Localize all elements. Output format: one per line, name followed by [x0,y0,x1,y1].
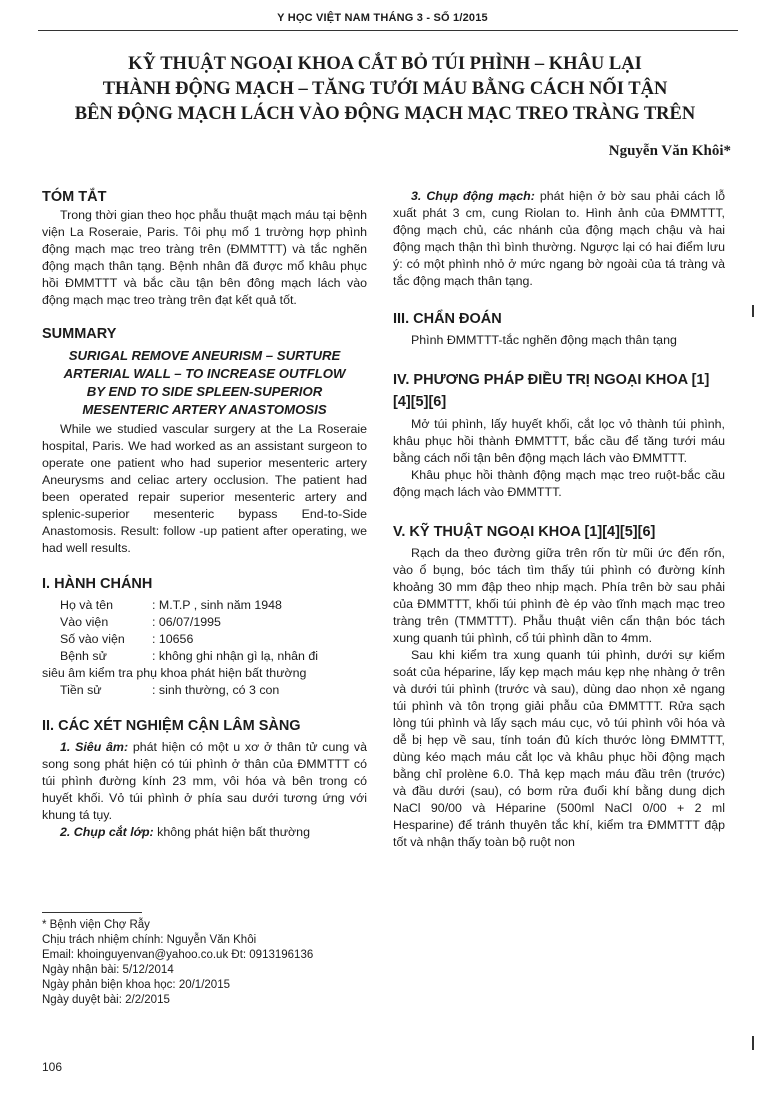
summary-title-line-3: BY END TO SIDE SPLEEN-SUPERIOR [86,384,323,399]
info-history-continued: siêu âm kiểm tra phụ khoa phát hiện bất thường [42,666,307,680]
info-row-past-history [42,682,367,699]
info-label: Số vào viện [60,632,125,646]
ultrasound-paragraph [42,739,367,824]
title-line-1: KỸ THUẬT NGOẠI KHOA CẮT BỎ TÚI PHÌNH – KHÂU LẠI [128,54,642,74]
abstract-heading: TÓM TẮT [42,189,107,205]
ct-label: 2. Chụp cắt lớp: [60,825,154,839]
footnotes [42,918,372,1008]
info-value: : không ghi nhận gì lạ, nhân đi [152,649,319,663]
footnote-corresponding: Chịu trách nhiệm chính: Nguyễn Văn Khôi [42,934,257,946]
diagnosis-text: Phình ĐMMTTT-tắc nghẽn động mạch thân tạng [411,333,677,347]
footnote-accepted: Ngày duyệt bài: 2/2/2015 [42,994,170,1006]
footnote-received: Ngày nhận bài: 5/12/2014 [42,964,174,976]
author: Nguyễn Văn Khôi* [608,143,731,159]
info-row-admission [42,614,367,631]
info-row-record-number [42,631,367,648]
info-value: : 10656 [152,632,194,646]
scan-edge-mark [752,305,754,317]
info-label: Bệnh sử [60,649,107,663]
page-number: 106 [42,1060,63,1074]
right-column [393,188,725,851]
angiography-paragraph [393,188,725,290]
info-value: : 06/07/1995 [152,615,221,629]
info-row-history [42,648,367,665]
title-line-3: BÊN ĐỘNG MẠCH LÁCH VÀO ĐỘNG MẠCH MẠC TREO TRÀNG TRÊN [74,104,696,124]
info-row-name [42,597,367,614]
footnote-reviewed: Ngày phản biện khoa học: 20/1/2015 [42,979,230,991]
footnote-contact: Email: khoinguyenvan@yahoo.co.uk Đt: 0913196136 [42,949,314,961]
ultrasound-text: phát hiện có một u xơ ở thân tử cung và song song phát hiện có túi phình ở thân của ĐMMTTT có túi phình đường kính 23 mm, vôi hóa và bên trong có huyết khối. Vỏ túi phình ở phía sau dưới tương ứng với khung tá tụy. [42,740,368,822]
info-label: Tiền sử [60,683,102,697]
treatment-paragraph-1: Mở túi phình, lấy huyết khối, cắt lọc vỏ thành túi phình, khâu phục hồi thành ĐMMTTT, bắc cầu để tăng tưới máu bằng cách nối tận bên động mạch lách vào ĐMMTTT. [393,417,725,465]
summary-heading: SUMMARY [42,326,117,342]
footnote-affiliation: * Bệnh viện Chợ Rẫy [42,919,150,931]
angiography-text: phát hiện ở bờ sau phải cách lỗ xuất phát 3 cm, cung Riolan to. Hình ảnh của ĐMMTTT, động mạch chủ, các nhánh của động mạch chậu và hai động mạch thận thì bình thường. Ngược lại có hai điểm lưu ý: có một phình nhỏ ở mức ngang bờ ngoài của tá tràng và tắc động mạch thân tạng. [393,189,725,288]
angiography-label: 3. Chụp động mạch: [411,189,535,203]
patient-info [42,597,367,699]
ultrasound-label: 1. Siêu âm: [60,740,129,754]
section-3-heading: III. CHẨN ĐOÁN [393,311,502,327]
section-4-heading: IV. PHƯƠNG PHÁP ĐIỀU TRỊ NGOẠI KHOA [1][4][5][6] [393,372,710,410]
info-value: : M.T.P , sinh năm 1948 [152,598,282,612]
section-5-heading: V. KỸ THUẬT NGOẠI KHOA [1][4][5][6] [393,524,656,540]
technique-paragraph-1: Rạch da theo đường giữa trên rốn từ mũi ức đến rốn, vào ổ bụng, bóc tách tìm thấy túi phình có đường kính khoảng 30 mm đập theo nhịp mạch. Phía trên bờ sau phải của ĐMMTTT, khối túi phình đè ép vào tĩnh mạch mạc treo tràng trên (TMMTTT). Phẫu thuật viên cẩn thận bóc tách xung quanh túi phình, cổ túi phình dần to 4mm. [393,546,725,645]
section-1-heading: I. HÀNH CHÁNH [42,576,153,592]
technique-paragraph-2: Sau khi kiểm tra xung quanh túi phình, dưới sự kiểm soát của héparine, lấy kẹp mạch máu kẹp nhẹ nhàng ở trên và dưới túi phình (trước và sau), dùng dao nhọn xẻ ngang túi phình và tôn trọng giải phẫu của ĐMMTTT. Rửa sạch lòng túi phình và lấy sạch máu cục, vỏ túi phình vôi hóa và dễ bị hẹp về sau, tính toán đủ kích thước lòng ĐMMTTT, dùng kéo mạch máu cắt lọc và khâu phục hồi động mạch bằng chỉ prolène 6.0. Thả kẹp mạch máu đầu trên (trước) và đầu dưới (sau), có bơm rửa đuổi khí bằng dung dịch NaCl 90/00 và Héparine (500ml NaCl 0/00 + 2 ml Hesparine) để tránh thuyên tắc khí, kiểm tra ĐMMTTT đập tốt và nhận thấy toàn bộ ruột non [393,648,725,849]
left-column [42,188,367,841]
summary-title [42,347,367,419]
scan-edge-mark [752,1036,754,1050]
treatment-paragraph-2: Khâu phục hồi thành động mạch mạc treo ruột-bắc cầu động mạch lách vào ĐMMTTT. [393,468,725,499]
title-line-2: THÀNH ĐỘNG MẠCH – TĂNG TƯỚI MÁU BẰNG CÁCH NỐI TẬN [102,79,668,99]
summary-text: While we studied vascular surgery at the La Roseraie hospital, Paris. We had worked as an assistant surgeon to operate one patient who had superior mesenteric artery Aneurysms and celiac artery occlusion. The patient had been operated repair superior mesenteric artery and splenic-superior mesenteric bypass End-to-Side Anastomosis. Result: follow -up patient after operating, we had well results. [42,422,367,555]
summary-title-line-4: MESENTERIC ARTERY ANASTOMOSIS [82,402,327,417]
info-value: : sinh thường, có 3 con [152,683,280,697]
footnote-rule [42,912,142,913]
header-rule [38,30,738,31]
info-label: Họ và tên [60,598,114,612]
ct-paragraph [42,824,367,841]
section-2-heading: II. CÁC XÉT NGHIỆM CẬN LÂM SÀNG [42,718,301,734]
ct-text: không phát hiện bất thường [153,825,310,839]
running-head: Y HỌC VIỆT NAM THÁNG 3 - SỐ 1/2015 [277,12,488,24]
summary-title-line-2: ARTERIAL WALL – TO INCREASE OUTFLOW [63,366,346,381]
info-label: Vào viện [60,615,109,629]
article-title [60,52,710,127]
abstract-text: Trong thời gian theo học phẫu thuật mạch máu tại bệnh viện La Roseraie, Paris. Tôi phụ mổ 1 trường hợp phình động mạch mạc treo tràng trên (ĐMMTTT) và tắc nghẽn động mạch thân tạng. Bệnh nhân đã được mổ khâu phục hồi ĐMMTTT và bắc cầu tận bên đông mạch lách vào động mạch mạc treo tràng trên đạt kết quả tốt. [42,208,367,307]
summary-title-line-1: SURIGAL REMOVE ANEURISM – SURTURE [68,348,341,363]
